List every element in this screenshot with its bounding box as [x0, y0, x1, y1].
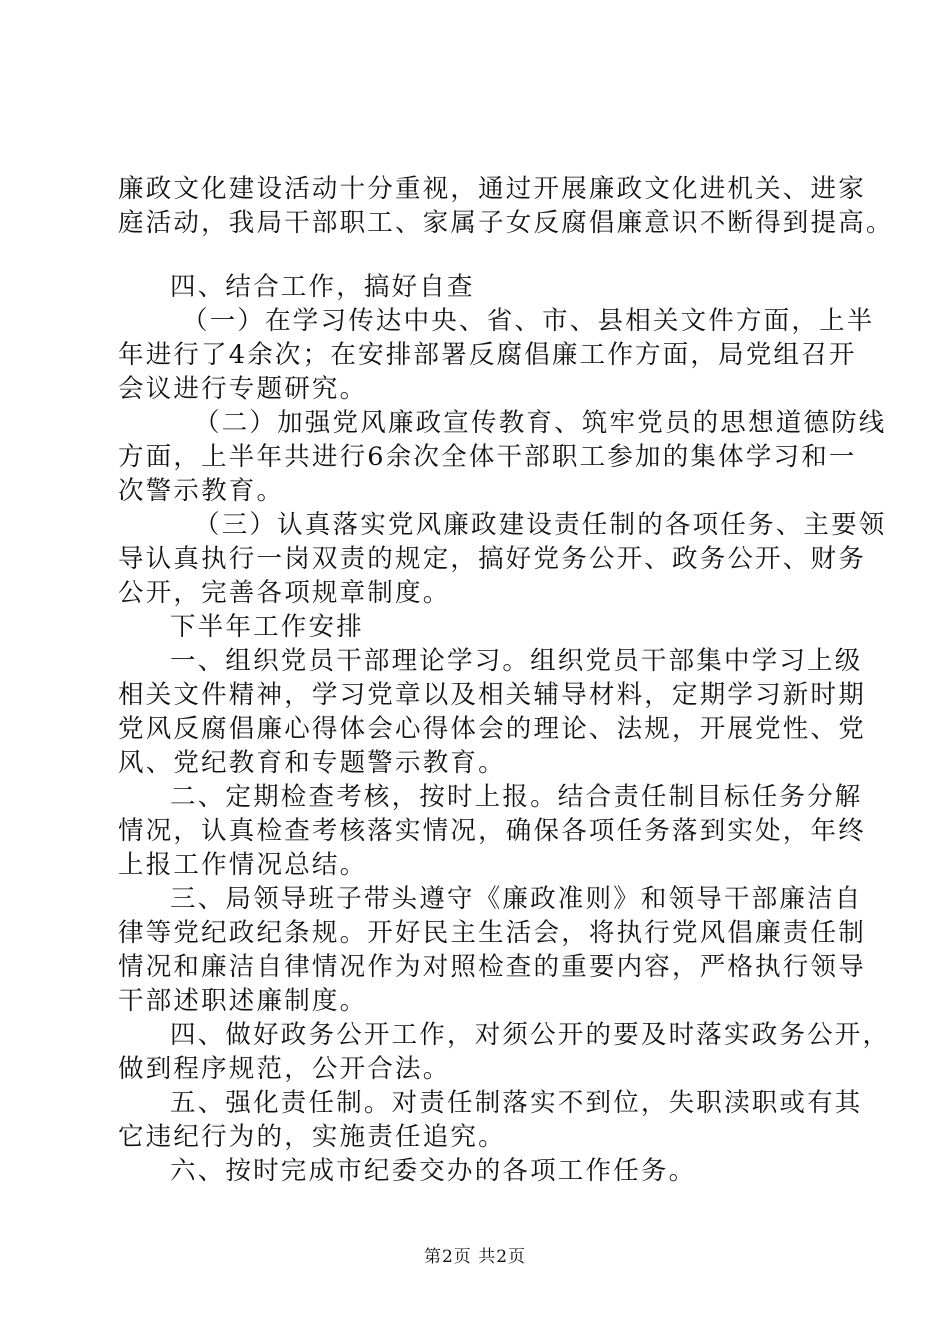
paragraph-line: 会议进行专题研究。	[118, 374, 368, 404]
paragraph-line: 公开，完善各项规章制度。	[118, 578, 451, 608]
paragraph-line: 四、做好政务公开工作，对须公开的要及时落实政务公开，	[170, 1020, 891, 1050]
paragraph-line: 相关文件精神，学习党章以及相关辅导材料，定期学习新时期	[118, 680, 866, 710]
paragraph-line: （一）在学习传达中央、省、市、县相关文件方面，上半	[182, 306, 875, 336]
paragraph-line: 三、局领导班子带头遵守《廉政准则》和领导干部廉洁自	[170, 884, 863, 914]
page-number-footer: 第2页 共2页	[423, 1247, 527, 1267]
paragraph-line: 干部述职述廉制度。	[118, 986, 368, 1016]
paragraph-line: 情况和廉洁自律情况作为对照检查的重要内容，严格执行领导	[118, 952, 866, 982]
paragraph-line: 导认真执行一岗双责的规定，搞好党务公开、政务公开、财务	[118, 544, 866, 574]
paragraph-line: 五、强化责任制。对责任制落实不到位，失职渎职或有其	[170, 1088, 863, 1118]
paragraph-line: 风、党纪教育和专题警示教育。	[118, 748, 506, 778]
document-body	[118, 172, 894, 1188]
paragraph-gap	[118, 240, 858, 270]
paragraph-line: 二、定期检查考核，按时上报。结合责任制目标任务分解	[170, 782, 863, 812]
paragraph-line: 年进行了4余次；在安排部署反腐倡廉工作方面，局党组召开	[118, 340, 857, 370]
paragraph-line: 它违纪行为的，实施责任追究。	[118, 1122, 506, 1152]
section-heading: 四、结合工作，搞好自查	[170, 272, 475, 302]
paragraph-line: 庭活动，我局干部职工、家属子女反腐倡廉意识不断得到提高。	[118, 208, 894, 238]
paragraph-line: 律等党纪政纪条规。开好民主生活会，将执行党风倡廉责任制	[118, 918, 866, 948]
paragraph-line: （三）认真落实党风廉政建设责任制的各项任务、主要领	[194, 510, 887, 540]
paragraph-line: 情况，认真检查考核落实情况，确保各项任务落到实处，年终	[118, 816, 866, 846]
paragraph-line: 做到程序规范，公开合法。	[118, 1054, 451, 1084]
paragraph-line: 次警示教育。	[118, 476, 285, 506]
paragraph-line: 方面，上半年共进行6余次全体干部职工参加的集体学习和一	[118, 442, 857, 472]
paragraph-line: 廉政文化建设活动十分重视，通过开展廉政文化进机关、进家	[118, 174, 866, 204]
section-heading: 下半年工作安排	[170, 612, 364, 642]
paragraph-line: 一、组织党员干部理论学习。组织党员干部集中学习上级	[170, 646, 863, 676]
paragraph-line: 党风反腐倡廉心得体会心得体会的理论、法规，开展党性、党	[118, 714, 866, 744]
paragraph-line: 六、按时完成市纪委交办的各项工作任务。	[170, 1156, 697, 1186]
paragraph-line: 上报工作情况总结。	[118, 850, 368, 880]
paragraph-line: （二）加强党风廉政宣传教育、筑牢党员的思想道德防线	[194, 408, 887, 438]
